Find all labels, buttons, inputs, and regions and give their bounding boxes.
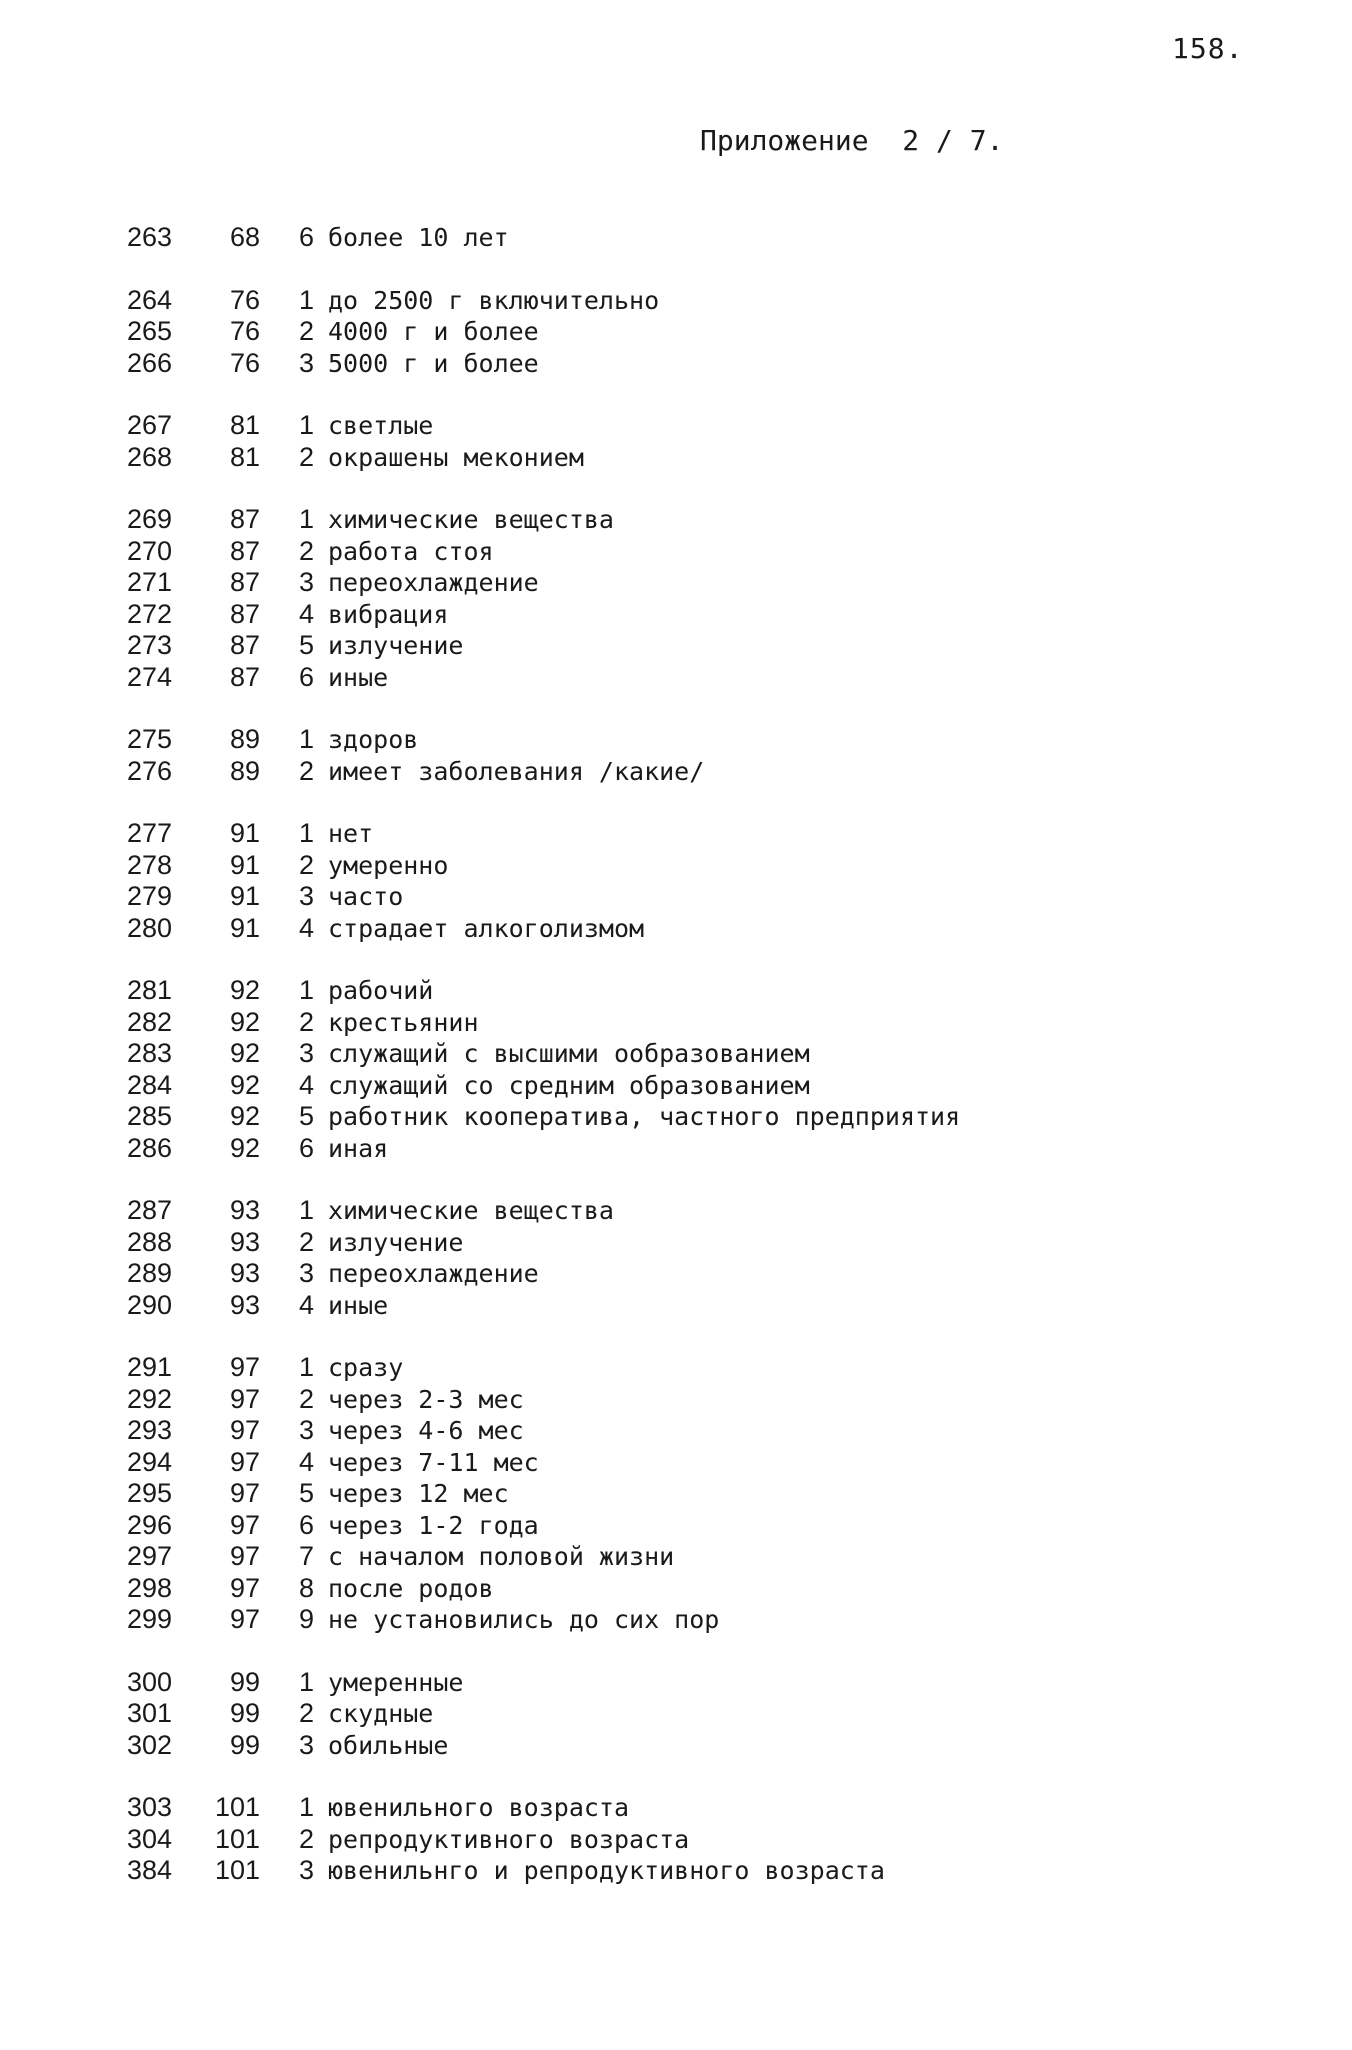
row-number: 273 (126, 630, 172, 660)
answer-text: репродуктивного возраста (328, 1824, 690, 1854)
code-group (112, 1352, 1232, 1636)
answer-code: 6 (298, 1509, 314, 1540)
code-group (112, 285, 1232, 380)
answer-code: 2 (298, 441, 314, 472)
answer-code: 3 (298, 1038, 314, 1068)
answer-text: служащий со средним образованием (328, 1070, 810, 1100)
answer-text: умеренные (328, 1667, 464, 1697)
code-row (112, 913, 1232, 945)
answer-code: 5 (298, 1101, 314, 1131)
question-number: 91 (229, 881, 260, 911)
code-row (112, 1792, 1232, 1824)
row-number: 294 (126, 1446, 172, 1477)
row-number: 268 (126, 441, 172, 472)
code-row (112, 1478, 1232, 1510)
code-group (112, 222, 1232, 254)
question-number: 93 (229, 1289, 260, 1320)
row-number: 303 (126, 1792, 172, 1822)
question-number: 81 (229, 410, 260, 440)
question-number: 89 (229, 724, 260, 754)
question-number: 81 (229, 441, 260, 472)
page-number: 158. (1172, 32, 1244, 65)
question-number: 101 (214, 1855, 260, 1885)
codebook-table (112, 222, 1232, 1918)
answer-code: 2 (298, 849, 314, 880)
answer-text: нет (328, 819, 374, 848)
code-group (112, 1792, 1232, 1887)
row-number: 286 (126, 1132, 172, 1163)
row-number: 263 (126, 222, 172, 252)
question-number: 97 (229, 1446, 260, 1477)
row-number: 266 (126, 347, 172, 378)
code-row (112, 1604, 1232, 1636)
row-number: 295 (126, 1478, 172, 1508)
code-row (112, 285, 1232, 317)
answer-text: вибрация (328, 599, 449, 629)
code-group (112, 410, 1232, 473)
code-row (112, 662, 1232, 694)
row-number: 284 (126, 1069, 172, 1100)
answer-text: переохлаждение (328, 1259, 539, 1288)
answer-text: иные (328, 662, 389, 692)
answer-code: 2 (298, 755, 314, 786)
answer-code: 6 (298, 1132, 314, 1163)
row-number: 291 (126, 1352, 172, 1382)
code-row (112, 1824, 1232, 1856)
question-number: 101 (214, 1823, 260, 1854)
answer-code: 1 (298, 1195, 314, 1225)
code-row (112, 1290, 1232, 1322)
row-number: 297 (126, 1541, 172, 1571)
code-row (112, 818, 1232, 850)
answer-text: имеет заболевания /какие/ (328, 756, 705, 786)
row-number: 271 (126, 567, 172, 597)
answer-text: умеренно (328, 850, 449, 880)
answer-code: 1 (298, 410, 314, 440)
question-number: 91 (229, 818, 260, 848)
row-number: 302 (126, 1729, 172, 1760)
answer-code: 2 (298, 1006, 314, 1037)
question-number: 99 (229, 1698, 260, 1728)
code-row (112, 1352, 1232, 1384)
code-row (112, 756, 1232, 788)
answer-code: 2 (298, 1823, 314, 1854)
answer-code: 4 (298, 1446, 314, 1477)
appendix-title: Приложение 2 / 7. (700, 124, 1004, 157)
answer-code: 5 (298, 1478, 314, 1508)
code-row (112, 504, 1232, 536)
row-number: 278 (126, 849, 172, 880)
answer-text: через 7-11 мес (328, 1447, 539, 1477)
question-number: 76 (229, 347, 260, 378)
answer-code: 3 (298, 1855, 314, 1885)
answer-text: иные (328, 1290, 389, 1320)
answer-text: крестьянин (328, 1007, 479, 1037)
answer-code: 9 (298, 1604, 314, 1634)
code-row (112, 1070, 1232, 1102)
question-number: 76 (229, 284, 260, 315)
row-number: 279 (126, 881, 172, 911)
answer-code: 1 (298, 1352, 314, 1382)
answer-text: работник кооператива, частного предприятия (328, 1102, 961, 1131)
code-row (112, 316, 1232, 348)
answer-text: иная (328, 1133, 389, 1163)
answer-code: 6 (298, 661, 314, 692)
answer-code: 5 (298, 630, 314, 660)
answer-code: 2 (298, 535, 314, 566)
answer-code: 2 (298, 1383, 314, 1414)
answer-text: через 4-6 мес (328, 1416, 524, 1445)
answer-text: рабочий (328, 976, 434, 1005)
row-number: 285 (126, 1101, 172, 1131)
answer-code: 1 (298, 818, 314, 848)
answer-code: 4 (298, 1069, 314, 1100)
question-number: 99 (229, 1666, 260, 1697)
answer-text: через 1-2 года (328, 1510, 539, 1540)
question-number: 97 (229, 1604, 260, 1634)
answer-code: 1 (298, 504, 314, 534)
question-number: 87 (229, 504, 260, 534)
code-group (112, 504, 1232, 693)
code-row (112, 630, 1232, 662)
row-number: 298 (126, 1572, 172, 1603)
question-number: 76 (229, 316, 260, 346)
row-number: 304 (126, 1823, 172, 1854)
question-number: 92 (229, 1132, 260, 1163)
row-number: 282 (126, 1006, 172, 1037)
answer-code: 4 (298, 912, 314, 943)
row-number: 264 (126, 284, 172, 315)
answer-code: 3 (298, 347, 314, 378)
question-number: 87 (229, 630, 260, 660)
question-number: 92 (229, 1038, 260, 1068)
code-row (112, 1133, 1232, 1165)
code-row (112, 1101, 1232, 1133)
row-number: 384 (126, 1855, 172, 1885)
code-row (112, 724, 1232, 756)
answer-text: ювенильного возраста (328, 1793, 630, 1822)
answer-text: светлые (328, 411, 434, 440)
answer-code: 3 (298, 1729, 314, 1760)
question-number: 97 (229, 1352, 260, 1382)
row-number: 293 (126, 1415, 172, 1445)
code-row (112, 348, 1232, 380)
row-number: 299 (126, 1604, 172, 1634)
answer-text: излучение (328, 1227, 464, 1257)
answer-code: 2 (298, 1226, 314, 1257)
row-number: 270 (126, 535, 172, 566)
answer-code: 3 (298, 567, 314, 597)
question-number: 87 (229, 535, 260, 566)
answer-text: более 10 лет (328, 223, 509, 252)
code-row (112, 1510, 1232, 1542)
answer-code: 6 (298, 222, 314, 252)
code-group (112, 1667, 1232, 1762)
code-row (112, 975, 1232, 1007)
code-row (112, 442, 1232, 474)
answer-code: 2 (298, 316, 314, 346)
answer-code: 3 (298, 1415, 314, 1445)
code-row (112, 1007, 1232, 1039)
question-number: 97 (229, 1509, 260, 1540)
row-number: 288 (126, 1226, 172, 1257)
answer-text: не установились до сих пор (328, 1605, 720, 1634)
row-number: 292 (126, 1383, 172, 1414)
code-row (112, 1730, 1232, 1762)
row-number: 276 (126, 755, 172, 786)
answer-text: скудные (328, 1699, 434, 1728)
code-row (112, 1447, 1232, 1479)
answer-text: страдает алкоголизмом (328, 913, 645, 943)
answer-text: сразу (328, 1353, 404, 1382)
answer-code: 4 (298, 598, 314, 629)
answer-text: 4000 г и более (328, 317, 539, 346)
row-number: 290 (126, 1289, 172, 1320)
answer-code: 8 (298, 1572, 314, 1603)
row-number: 301 (126, 1698, 172, 1728)
code-row (112, 850, 1232, 882)
question-number: 92 (229, 975, 260, 1005)
answer-code: 2 (298, 1698, 314, 1728)
answer-code: 7 (298, 1541, 314, 1571)
answer-text: работа стоя (328, 536, 494, 566)
code-row (112, 1573, 1232, 1605)
answer-code: 1 (298, 724, 314, 754)
row-number: 296 (126, 1509, 172, 1540)
code-row (112, 567, 1232, 599)
row-number: 272 (126, 598, 172, 629)
code-group (112, 1195, 1232, 1321)
code-group (112, 975, 1232, 1164)
answer-text: через 2-3 мес (328, 1384, 524, 1414)
answer-code: 1 (298, 1792, 314, 1822)
question-number: 91 (229, 912, 260, 943)
answer-text: здоров (328, 725, 419, 754)
code-row (112, 1855, 1232, 1887)
question-number: 68 (229, 222, 260, 252)
question-number: 92 (229, 1006, 260, 1037)
row-number: 274 (126, 661, 172, 692)
answer-text: часто (328, 882, 404, 911)
question-number: 92 (229, 1101, 260, 1131)
answer-text: до 2500 г включительно (328, 285, 660, 315)
row-number: 300 (126, 1666, 172, 1697)
question-number: 91 (229, 849, 260, 880)
answer-text: служащий с высшими ообразованием (328, 1039, 810, 1068)
code-row (112, 1195, 1232, 1227)
answer-text: с началом половой жизни (328, 1542, 675, 1571)
answer-text: излучение (328, 631, 464, 660)
answer-code: 1 (298, 975, 314, 1005)
code-row (112, 1384, 1232, 1416)
code-row (112, 1415, 1232, 1447)
question-number: 92 (229, 1069, 260, 1100)
answer-text: 5000 г и более (328, 348, 539, 378)
code-row (112, 1258, 1232, 1290)
question-number: 97 (229, 1478, 260, 1508)
answer-code: 4 (298, 1289, 314, 1320)
code-row (112, 1541, 1232, 1573)
question-number: 97 (229, 1572, 260, 1603)
answer-text: ювенильнго и репродуктивного возраста (328, 1856, 885, 1885)
answer-code: 3 (298, 1258, 314, 1288)
answer-text: химические вещества (328, 1196, 614, 1225)
answer-text: химические вещества (328, 505, 614, 534)
question-number: 93 (229, 1195, 260, 1225)
answer-code: 1 (298, 1666, 314, 1697)
row-number: 289 (126, 1258, 172, 1288)
code-group (112, 724, 1232, 787)
code-row (112, 1038, 1232, 1070)
question-number: 87 (229, 598, 260, 629)
code-row (112, 1227, 1232, 1259)
answer-text: переохлаждение (328, 568, 539, 597)
code-row (112, 222, 1232, 254)
code-row (112, 536, 1232, 568)
row-number: 265 (126, 316, 172, 346)
answer-text: после родов (328, 1573, 494, 1603)
row-number: 287 (126, 1195, 172, 1225)
question-number: 93 (229, 1258, 260, 1288)
question-number: 99 (229, 1729, 260, 1760)
row-number: 269 (126, 504, 172, 534)
question-number: 87 (229, 661, 260, 692)
question-number: 93 (229, 1226, 260, 1257)
code-group (112, 818, 1232, 944)
code-row (112, 410, 1232, 442)
question-number: 97 (229, 1383, 260, 1414)
row-number: 280 (126, 912, 172, 943)
question-number: 89 (229, 755, 260, 786)
answer-code: 1 (298, 284, 314, 315)
code-row (112, 1667, 1232, 1699)
row-number: 283 (126, 1038, 172, 1068)
answer-text: обильные (328, 1730, 449, 1760)
code-row (112, 599, 1232, 631)
row-number: 277 (126, 818, 172, 848)
row-number: 267 (126, 410, 172, 440)
question-number: 101 (214, 1792, 260, 1822)
question-number: 97 (229, 1541, 260, 1571)
row-number: 281 (126, 975, 172, 1005)
row-number: 275 (126, 724, 172, 754)
answer-code: 3 (298, 881, 314, 911)
question-number: 97 (229, 1415, 260, 1445)
code-row (112, 1698, 1232, 1730)
code-row (112, 881, 1232, 913)
answer-text: окрашены меконием (328, 442, 584, 472)
question-number: 87 (229, 567, 260, 597)
answer-text: через 12 мес (328, 1479, 509, 1508)
